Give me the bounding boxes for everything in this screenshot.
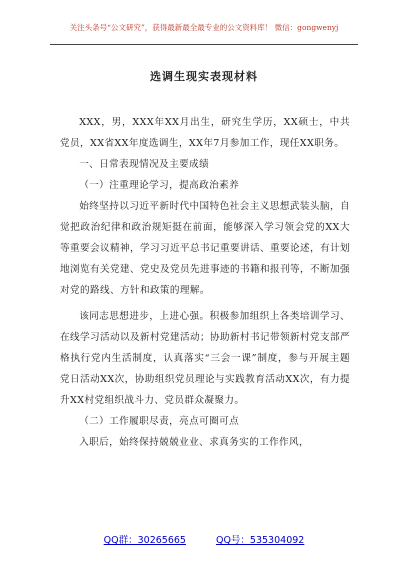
body-paragraph-3: 入职后，始终保持兢兢业业、求真务实的工作作风，	[79, 437, 310, 448]
header-notice: 关注头条号“公文研究”，获得最新最全最专业的公文资料库！ 微信：gongwenyj	[69, 23, 339, 32]
document-body	[60, 112, 350, 453]
qq-number-link[interactable]: QQ号：535304092	[215, 535, 305, 546]
body-paragraph-1: 始终坚持以习近平新时代中国特色社会主义思想武装头脑，自觉把政治纪律和政治规矩挺在前面，能够深入学习领会党的XX大等重要会议精神，学习习近平总书记重要讲话、重要论述，有计划地浏览有关党建、党史及党员先进事迹的书籍和报刊等，不断加强对党的路线、方针和政策的理解。	[60, 201, 350, 296]
subsection-heading-2: （二）工作履职尽责，亮点可圈可点	[79, 416, 240, 427]
footer-contact	[0, 532, 408, 546]
document-title: 选调生现实表现材料	[150, 70, 258, 83]
qq-group-link[interactable]: QQ群：30265665	[103, 535, 186, 546]
section-heading: 一、日常表现情况及主要成绩	[79, 159, 210, 170]
header-divider	[50, 44, 358, 45]
body-paragraph-2: 该同志思想进步，上进心强。积极参加组织上各类培训学习、在线学习活动以及新村党建活动；协助新村书记带领新村党支部严格执行党内生活制度，认真落实“三会一课”制度，参与开展主题党日活动XX次，协助组织党员理论与实践教育活动XX次，有力提升XX村党组织战斗力、党员群众凝聚力。	[60, 311, 350, 406]
subsection-heading-1: （一）注重理论学习，提高政治素养	[79, 180, 240, 191]
intro-paragraph: XXX，男，XXX年XX月出生，研究生学历，XX硕士，中共党员，XX省XX年度选调生，XX年7月参加工作，现任XX职务。	[60, 117, 350, 149]
